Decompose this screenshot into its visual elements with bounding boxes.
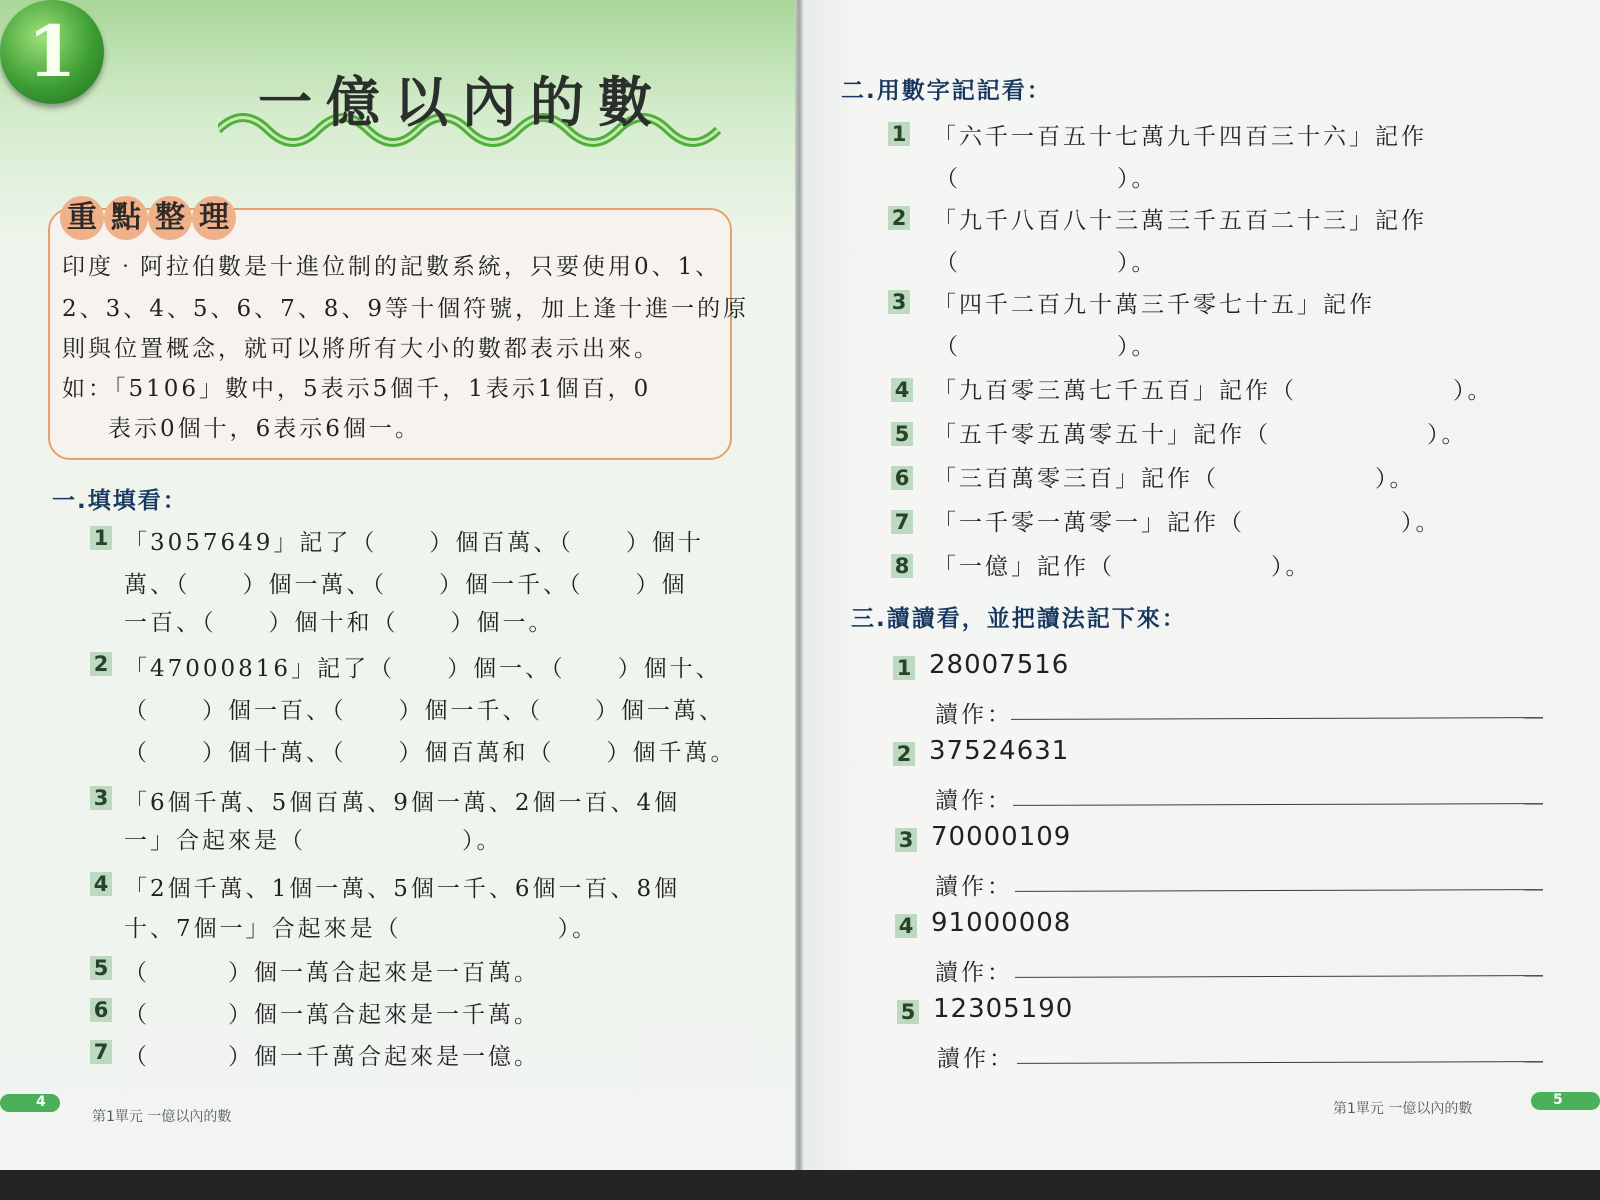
question-number: 1 bbox=[90, 526, 112, 550]
question-line: 「6個千萬、5個百萬、9個一萬、2個一百、4個 bbox=[124, 790, 681, 816]
number-to-read: 12305190 bbox=[933, 994, 1074, 1024]
answer-blank: （ ）。 bbox=[935, 334, 1158, 360]
question-line: 十、7個一」合起來是（ ）。 bbox=[124, 916, 599, 942]
question-number: 2 bbox=[893, 742, 915, 766]
question-text: 「三百萬零三百」記作（ ）。 bbox=[933, 466, 1416, 492]
section-title: 三.讀讀看，並把讀法記下來： bbox=[851, 606, 1187, 632]
question-number: 6 bbox=[90, 998, 112, 1022]
question-number: 3 bbox=[90, 786, 112, 810]
page-number: 4 bbox=[36, 1094, 46, 1110]
question-number: 5 bbox=[90, 956, 112, 980]
question-line: （ ）個十萬、（ ）個百萬和（ ）個千萬。 bbox=[124, 740, 737, 766]
key-line: 表示0個十，6表示6個一。 bbox=[108, 416, 421, 442]
right-page bbox=[803, 0, 1600, 1170]
answer-blank: （ ）。 bbox=[935, 166, 1158, 192]
footer-text: 第1單元 一億以內的數 bbox=[1333, 1101, 1473, 1117]
left-page bbox=[0, 0, 795, 1170]
question-number: 2 bbox=[888, 206, 910, 230]
question-number: 4 bbox=[90, 872, 112, 896]
question-number: 5 bbox=[897, 1000, 919, 1024]
key-line: 則與位置概念，就可以將所有大小的數都表示出來。 bbox=[62, 336, 660, 362]
page-tab bbox=[1531, 1092, 1600, 1110]
question-number: 1 bbox=[893, 656, 915, 680]
question-number: 3 bbox=[895, 828, 917, 852]
number-to-read: 70000109 bbox=[931, 822, 1072, 852]
number-to-read: 37524631 bbox=[929, 736, 1070, 766]
question-text: 「一千零一萬零一」記作（ ）。 bbox=[933, 510, 1442, 536]
question-line: （ ）個一萬合起來是一千萬。 bbox=[124, 1002, 540, 1028]
question-line: （ ）個一千萬合起來是一億。 bbox=[124, 1044, 540, 1070]
read-label: 讀作： bbox=[935, 960, 1013, 986]
question-number: 2 bbox=[90, 652, 112, 676]
key-line: 如：「5106」數中，5表示5個千，1表示1個百，0 bbox=[62, 376, 652, 402]
question-text: 「九千八百八十三萬三千五百二十三」記作 bbox=[933, 208, 1427, 234]
read-label: 讀作： bbox=[935, 788, 1013, 814]
question-number: 7 bbox=[90, 1040, 112, 1064]
number-to-read: 28007516 bbox=[929, 650, 1070, 680]
unit-number: 1 bbox=[27, 10, 77, 93]
background-bar bbox=[0, 1170, 1600, 1200]
read-label: 讀作： bbox=[937, 1046, 1015, 1072]
question-number: 4 bbox=[891, 378, 913, 402]
question-line: 「47000816」記了（ ）個一、（ ）個十、 bbox=[124, 656, 722, 682]
book-spine bbox=[795, 0, 803, 1170]
question-number: 5 bbox=[891, 422, 913, 446]
answer-blank: （ ）。 bbox=[935, 250, 1158, 276]
read-label: 讀作： bbox=[935, 702, 1013, 728]
key-title-char: 點 bbox=[104, 196, 148, 240]
question-number: 6 bbox=[891, 466, 913, 490]
answer-line bbox=[1015, 889, 1543, 892]
question-line: 萬、（ ）個一萬、（ ）個一千、（ ）個 bbox=[124, 572, 688, 598]
chapter-title: 一億以內的數 bbox=[258, 71, 666, 134]
question-line: 一百、（ ）個十和（ ）個一。 bbox=[124, 610, 555, 636]
question-line: 「3057649」記了（ ）個百萬、（ ）個十 bbox=[124, 530, 704, 556]
key-title-char: 重 bbox=[60, 196, 104, 240]
section-title: 二.用數字記記看： bbox=[841, 78, 1052, 104]
question-text: 「九百零三萬七千五百」記作（ ）。 bbox=[933, 378, 1494, 404]
page-tab bbox=[0, 1094, 60, 1112]
footer-text: 第1單元 一億以內的數 bbox=[92, 1109, 232, 1125]
answer-line bbox=[1011, 717, 1543, 720]
question-number: 7 bbox=[891, 510, 913, 534]
answer-line bbox=[1015, 975, 1543, 978]
question-number: 4 bbox=[895, 914, 917, 938]
question-text: 「六千一百五十七萬九千四百三十六」記作 bbox=[933, 124, 1427, 150]
read-label: 讀作： bbox=[935, 874, 1013, 900]
question-line: （ ）個一萬合起來是一百萬。 bbox=[124, 960, 540, 986]
page-number: 5 bbox=[1553, 1092, 1563, 1108]
question-line: （ ）個一百、（ ）個一千、（ ）個一萬、 bbox=[124, 698, 725, 724]
answer-line bbox=[1013, 803, 1543, 806]
question-number: 8 bbox=[891, 554, 913, 578]
question-text: 「五千零五萬零五十」記作（ ）。 bbox=[933, 422, 1468, 448]
number-to-read: 91000008 bbox=[931, 908, 1072, 938]
question-text: 「一億」記作（ ）。 bbox=[933, 554, 1312, 580]
unit-badge bbox=[0, 0, 104, 104]
key-title-char: 整 bbox=[148, 196, 192, 240]
key-line: 印度‧阿拉伯數是十進位制的記數系統，只要使用0、1、 bbox=[62, 254, 722, 280]
section-title: 一.填填看： bbox=[52, 488, 188, 514]
key-title-char: 理 bbox=[192, 196, 236, 240]
question-number: 1 bbox=[888, 122, 910, 146]
question-text: 「四千二百九十萬三千零七十五」記作 bbox=[933, 292, 1375, 318]
key-line: 2、3、4、5、6、7、8、9等十個符號，加上逢十進一的原 bbox=[62, 296, 750, 322]
question-line: 「2個千萬、1個一萬、5個一千、6個一百、8個 bbox=[124, 876, 681, 902]
answer-line bbox=[1017, 1061, 1543, 1064]
question-number: 3 bbox=[888, 290, 910, 314]
question-line: 一」合起來是（ ）。 bbox=[124, 828, 503, 854]
